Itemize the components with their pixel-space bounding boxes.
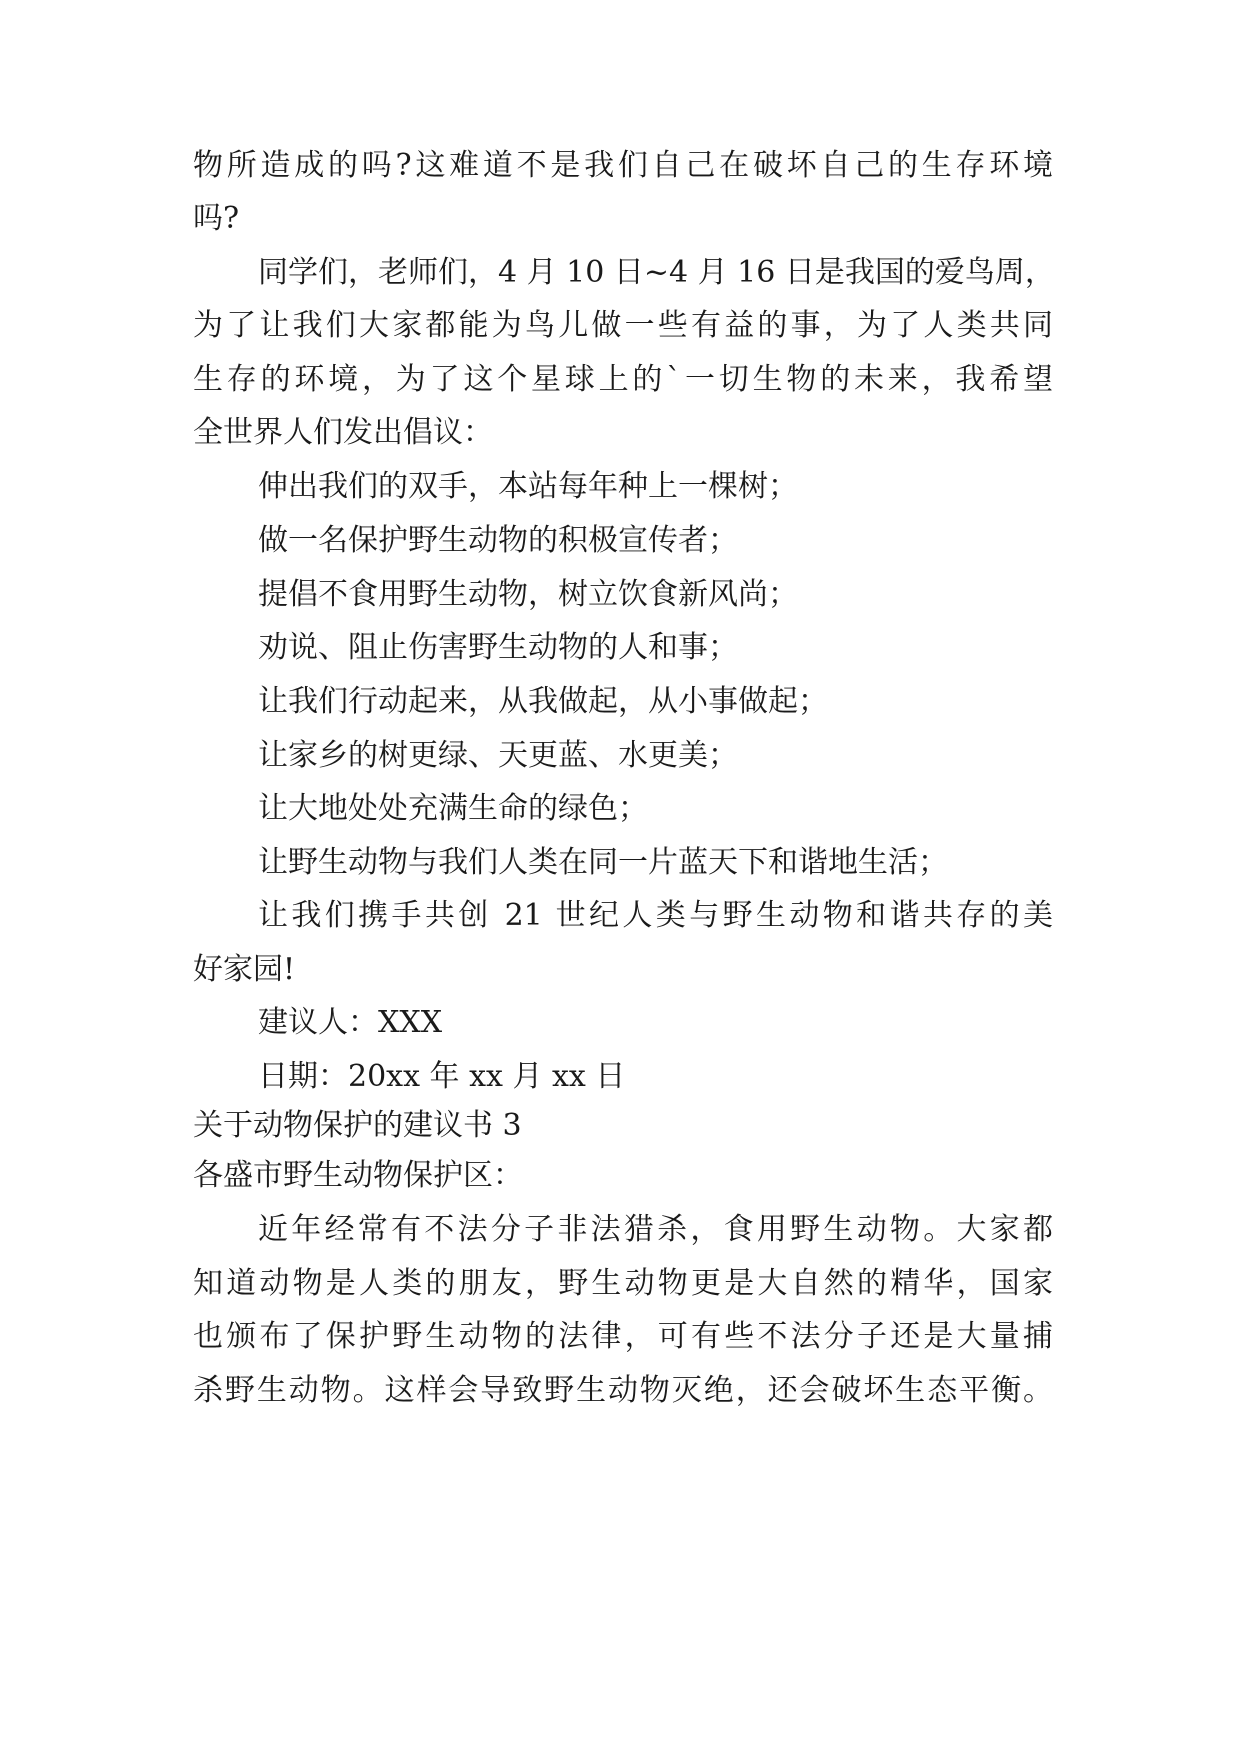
list-item: 让大地处处充满生命的绿色；	[258, 791, 648, 826]
text-line: 杀野生动物。这样会导致野生动物灭绝，还会破坏生态平衡。	[193, 1373, 1053, 1408]
list-item: 伸出我们的双手，本站每年种上一棵树；	[258, 469, 798, 504]
salutation: 各盛市野生动物保护区：	[193, 1158, 523, 1193]
list-item: 让我们行动起来，从我做起，从小事做起；	[258, 684, 828, 719]
text-line: 生存的环境，为了这个星球上的`一切生物的未来，我希望	[193, 362, 1053, 397]
date-line: 日期：20xx 年 xx 月 xx 日	[258, 1059, 626, 1094]
text-line: 物所造成的吗?这难道不是我们自己在破坏自己的生存环境	[193, 148, 1053, 183]
list-item: 劝说、阻止伤害野生动物的人和事；	[258, 630, 738, 665]
text-line: 全世界人们发出倡议：	[193, 415, 493, 450]
list-item: 让家乡的树更绿、天更蓝、水更美；	[258, 738, 738, 773]
text-line: 同学们，老师们，4 月 10 日~4 月 16 日是我国的爱鸟周，	[258, 255, 1055, 290]
text-line: 吗?	[193, 201, 240, 236]
list-item: 让野生动物与我们人类在同一片蓝天下和谐地生活；	[258, 845, 948, 880]
list-item: 做一名保护野生动物的积极宣传者；	[258, 523, 738, 558]
text-line: 近年经常有不法分子非法猎杀，食用野生动物。大家都	[258, 1212, 1053, 1247]
text-line: 为了让我们大家都能为鸟儿做一些有益的事，为了人类共同	[193, 308, 1053, 343]
text-line: 知道动物是人类的朋友，野生动物更是大自然的精华，国家	[193, 1266, 1053, 1301]
signature-line: 建议人：XXX	[258, 1005, 443, 1040]
text-line: 好家园!	[193, 952, 296, 987]
text-line: 也颁布了保护野生动物的法律，可有些不法分子还是大量捕	[193, 1319, 1053, 1354]
text-line: 让我们携手共创 21 世纪人类与野生动物和谐共存的美	[258, 898, 1053, 933]
section-title: 关于动物保护的建议书 3	[193, 1108, 522, 1143]
list-item: 提倡不食用野生动物，树立饮食新风尚；	[258, 577, 798, 612]
